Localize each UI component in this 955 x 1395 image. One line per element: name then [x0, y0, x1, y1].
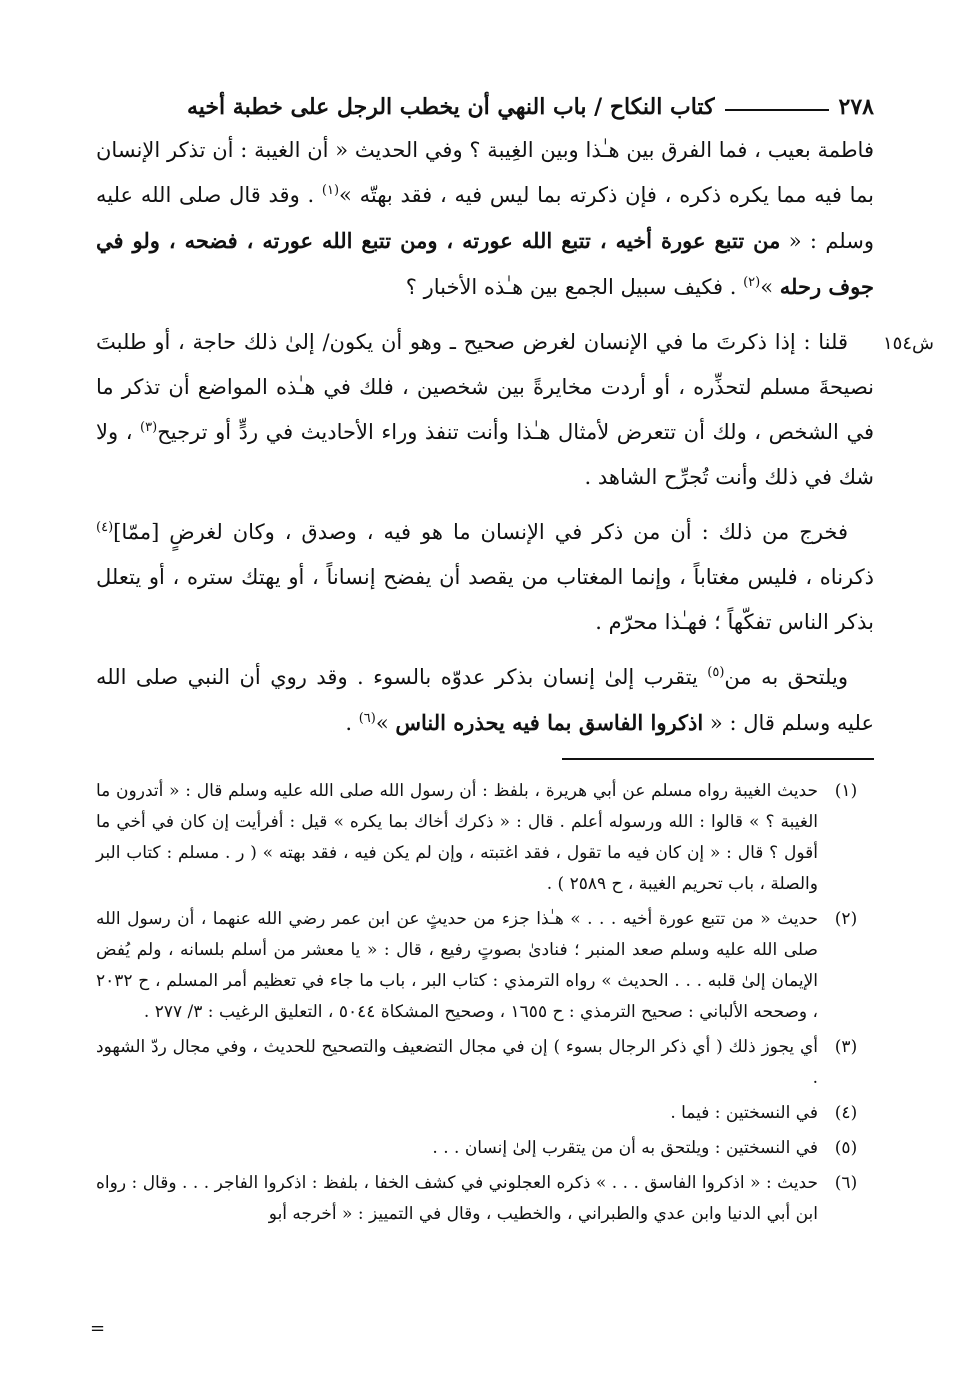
footnote-ref-1: (١) — [321, 183, 340, 198]
header-title: كتاب النكاح / باب النهي أن يخطب الرجل على خطبة أخيه — [186, 94, 715, 120]
footnote: (٣) أي يجوز ذلك ( أي ذكر الرجال بسوء ) إن في مجال التضعيف والتصحيح للحديث ، وفي مجال ردّ الشهود . — [96, 1037, 858, 1088]
paragraph-4: ويلتحق به من$^{(٥)}$ يتقرب إلىٰ إنسان بذكر عدوّه بالسوء . وقد روي أن النبي صلى الله عليه وسلم قال : « اذكروا الفاسق بما فيه يحذره الناس »$^{(٦)}$ . — [96, 665, 874, 735]
footnote: (٦) حديث : « اذكروا الفاسق . . . » ذكره العجلوني في كشف الخفا ، بلفظ : اذكروا الفاجر . . . وقال : رواه ابن أبي الدنيا وابن عدي والطبراني ، والخطيب ، وقال في التمييز : « أخرجه أبو — [96, 1173, 858, 1224]
footnote-ref-6: (٦) — [358, 711, 376, 726]
footnote-separator — [562, 758, 874, 760]
continuation-mark: = — [90, 1318, 106, 1339]
header-rule — [725, 109, 829, 111]
footnote-ref-4: (٤) — [96, 520, 114, 535]
paragraph-3: فخرج من ذلك : أن من ذكر في الإنسان ما هو فيه ، وصدق ، وكان لغرضٍ [ممّا]$^{(٤)}$ ذكرناه ، فليس مغتاباً ، وإنما المغتاب من يقصد أن يفضح إنساناً ، أو يهتك ستره ، أو يتعلل بذكر الناس تفكّهاً ؛ فهـٰذا محرّم . — [96, 520, 874, 634]
margin-marker: ش١٥٤ — [883, 333, 934, 354]
footnote-ref-3: (٣) — [140, 420, 158, 435]
footnote: (١) حديث الغيبة رواه مسلم عن أبي هريرة ، بلفظ : أن رسول الله صلى الله عليه وسلم قال : « أتدرون ما الغيبة ؟ » قالوا : الله ورسوله أعلم . قال : « ذكرك أخاك بما يكره » قيل : أفرأيت إن كان في أخي ما أقول ؟ قال : « إن كان فيه ما تقول ، فقد اغتبته ، وإن لم يكن فيه ، فقد بهته » ( ر . مسلم : كتاب البر والصلة ، باب تحريم الغيبة ، ح ٢٥٨٩ ) . — [96, 781, 858, 894]
body-text — [96, 128, 874, 746]
page-number: ٢٧٨ — [838, 94, 874, 120]
footnote: (٥) في النسختين : ويلتحق به أن من يتقرب إلىٰ إنسان . . . — [432, 1138, 858, 1158]
paragraph-1: فاطمة بعيب ، فما الفرق بين هـٰذا وبين الغِيبة ؟ وفي الحديث « أن الغيبة : أن تذكر الإنسان بما فيه مما يكره ذكره ، فإن ذكرته بما ليس فيه ، فقد بهتّه »$^{(١)}$ . وقد قال صلى الله عليه وسلم : « من تتبع عورة أخيه ، تتبع الله عورته ، ومن تتبع الله عورته ، فضحه ، ولو في جوف رحله »$^{(٢)}$ . فكيف سبيل الجمع بين هـٰذه الأخبار ؟ — [96, 138, 874, 299]
paragraph-2: قلنا : إذا ذكرتَ ما في الإنسان لغرض صحيح ـ وهو أن يكون/ إلىٰ ذلك حاجة ، أو طلبتَ نصيحةَ مسلم لتحذِّره ، أو أردت مخايرةً بين شخصين ، فلك في هـٰذه المواضع أن تذكر ما في الشخص ، ولك أن تتعرض لأمثال هـٰذا وأنت تنفذ وراء الأحاديث في ردٍّ أو ترجيح$^{(٣)}$ ، ولا شك في ذلك وأنت تُجرِّح الشاهد . — [96, 330, 874, 489]
running-header — [96, 80, 874, 120]
page — [96, 80, 934, 1234]
footnote: (٢) حديث « من تتبع عورة أخيه . . . » هـٰذا جزء من حديثٍ عن ابن عمر رضي الله عنهما ، أن رسول الله صلى الله عليه وسلم صعد المنبر ؛ فنادىٰ بصوتٍ رفيع ، قال : « يا معشر من أسلم بلسانه ، ولم يُفض الإيمان إلىٰ قلبه . . . الحديث » رواه الترمذي : كتاب البر ، باب ما جاء في تعظيم أمر المسلم ، ح ٢٠٣٢ ، وصححه الألباني : صحيح الترمذي : ح ١٦٥٥ ، وصحيح المشكاة ٥٠٤٤ ، التعليق الرغيب : ٣/ ٢٧٧ . — [96, 909, 858, 1022]
footnote-ref-5: (٥) — [707, 665, 725, 680]
hadith-quote: من تتبع عورة أخيه ، تتبع الله عورته ، ومن تتبع الله عورته ، فضحه ، ولو في جوف رحله — [96, 228, 874, 299]
hadith-quote: اذكروا الفاسق بما فيه يحذره الناس — [395, 710, 704, 735]
footnote-ref-2: (٢) — [743, 275, 761, 290]
footnotes — [96, 776, 874, 1230]
footnote: (٤) في النسختين : فيما . — [670, 1103, 858, 1123]
